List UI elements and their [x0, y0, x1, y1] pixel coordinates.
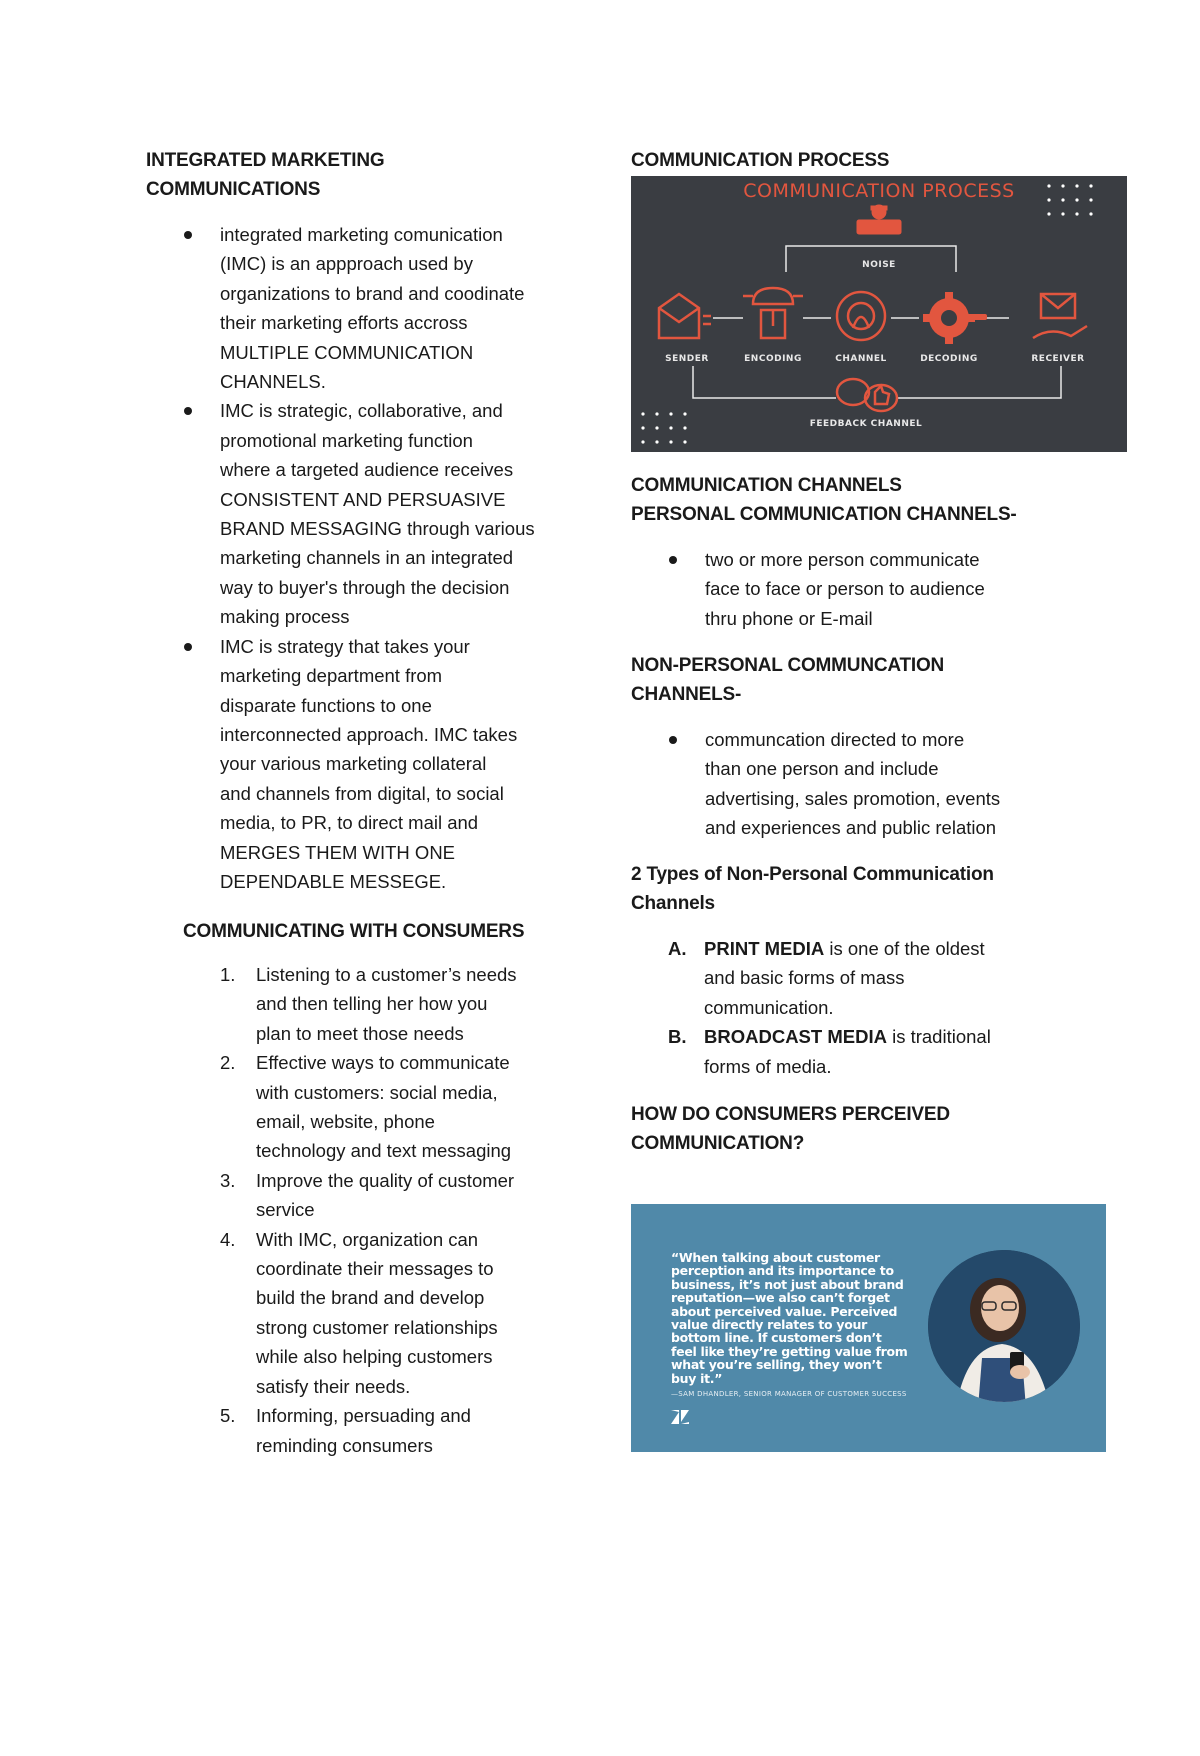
text-line: technology and text messaging — [256, 1140, 512, 1162]
bullet-icon — [669, 736, 677, 744]
text-line: Listening to a customer’s needs — [256, 964, 517, 985]
text-line: while also helping customers — [256, 1346, 493, 1368]
list-item — [146, 1048, 586, 1166]
text-line: face to face or person to audience — [705, 578, 985, 600]
text-line: than one person and include — [705, 758, 939, 780]
decoding-gear-icon — [923, 292, 987, 344]
imc-bullets — [146, 220, 586, 896]
receiver-label: RECEIVER — [1031, 354, 1085, 364]
text-line: Improve the quality of customer — [256, 1169, 515, 1191]
bullet-icon — [184, 407, 192, 415]
perceived-heading — [631, 1100, 950, 1158]
consumers-heading: COMMUNICATING WITH CONSUMERS — [183, 921, 525, 942]
text-line: marketing department from — [220, 665, 443, 687]
text-line: way to buyer's through the decision — [220, 576, 510, 598]
heading-line: COMMUNICATION CHANNELS — [631, 475, 902, 496]
list-number: 1. — [220, 964, 236, 985]
list-item — [146, 220, 586, 396]
text-line: and experiences and public relation — [705, 817, 997, 839]
text-line: with customers: social media, — [256, 1081, 498, 1103]
consumers-list — [146, 960, 586, 1460]
communication-process-diagram — [631, 176, 1127, 452]
text-line: your various marketing collateral — [220, 753, 487, 775]
text-line: communication. — [704, 996, 834, 1018]
receiver-icon — [1033, 294, 1087, 338]
text-line — [704, 934, 1131, 963]
channels-heading — [631, 471, 1017, 529]
list-letter: A. — [668, 938, 687, 959]
types-list — [631, 934, 1131, 1081]
heading-line: COMMUNICATIONS — [146, 179, 321, 200]
decoding-label: DECODING — [920, 354, 978, 364]
text-line: Effective ways to communicate — [256, 1052, 510, 1074]
list-number: 4. — [220, 1228, 236, 1250]
encoding-icon — [743, 288, 803, 338]
imc-heading — [146, 146, 384, 204]
text-line: IMC is strategic, collaborative, and — [220, 400, 503, 422]
sender-icon — [659, 294, 711, 338]
text-line: forms of media. — [704, 1055, 832, 1077]
list-item — [631, 725, 1131, 843]
bullet-icon — [184, 643, 192, 651]
term: BROADCAST MEDIA — [704, 1026, 887, 1048]
heading-line: PERSONAL COMMUNICATION CHANNELS- — [631, 504, 1017, 525]
text-line: interconnected approach. IMC takes — [220, 723, 518, 745]
text-line: (IMC) is an appproach used by — [220, 253, 473, 275]
list-letter: B. — [668, 1026, 687, 1048]
bullet-icon — [184, 231, 192, 239]
text-line: email, website, phone — [256, 1111, 435, 1133]
text-line: where a targeted audience receives — [220, 459, 514, 481]
text-line: and then telling her how you — [256, 993, 488, 1015]
text-line: MULTIPLE COMMUNICATION — [220, 341, 474, 363]
text-line: organizations to brand and coodinate — [220, 282, 525, 304]
personal-bullets — [631, 545, 1131, 633]
list-number: 5. — [220, 1405, 236, 1427]
bullet-icon — [669, 556, 677, 564]
text-line: DEPENDABLE MESSEGE. — [220, 870, 447, 892]
text-line: MERGES THEM WITH ONE — [220, 841, 456, 863]
text-line: integrated marketing comunication — [220, 224, 503, 245]
text-line: coordinate their messages to — [256, 1258, 494, 1280]
heading-line: INTEGRATED MARKETING — [146, 150, 385, 171]
text-line: and channels from digital, to social — [220, 782, 504, 804]
quote-text: “When talking about customer perception and its importance to business, it’s not just about brand reputation—we also can’t forget about perceived value. Perceived value directly relates to your bottom line. If customers don’t feel like they’re getting value from what you’re selling, they won’t buy it.” — [671, 1250, 908, 1386]
list-number: 2. — [220, 1052, 236, 1074]
channel-label: CHANNEL — [835, 354, 887, 364]
heading-line: COMMUNICATION? — [631, 1133, 805, 1154]
heading-line: Channels — [631, 893, 715, 914]
channel-icon — [837, 292, 885, 340]
list-item — [146, 1225, 586, 1401]
encoding-label: ENCODING — [744, 354, 802, 364]
noise-label: NOISE — [862, 260, 896, 270]
text-line: advertising, sales promotion, events — [705, 787, 1001, 809]
sender-label: SENDER — [665, 354, 709, 364]
text-line: strong customer relationships — [256, 1316, 498, 1338]
text-line: IMC is strategy that takes your — [220, 635, 470, 657]
feedback-label: FEEDBACK CHANNEL — [809, 419, 923, 429]
nonpersonal-heading — [631, 651, 944, 709]
list-item — [631, 934, 1131, 1022]
heading-line: CHANNELS- — [631, 684, 742, 705]
text-line: With IMC, organization can — [256, 1228, 479, 1250]
feedback-chat-icon — [837, 379, 897, 411]
list-item — [631, 1022, 1131, 1081]
text-line: their marketing efforts accross — [220, 312, 468, 334]
process-heading: COMMUNICATION PROCESS — [631, 150, 890, 171]
term-description: is one of the oldest — [824, 938, 985, 959]
heading-line: NON-PERSONAL COMMUNCATION — [631, 655, 945, 676]
list-item — [631, 545, 1131, 633]
text-line — [704, 1022, 1131, 1051]
term: PRINT MEDIA — [704, 938, 825, 959]
heading-line: HOW DO CONSUMERS PERCEIVED — [631, 1104, 950, 1125]
diagram-title: COMMUNICATION PROCESS — [743, 180, 1015, 202]
list-item — [146, 960, 586, 1048]
text-line: CONSISTENT AND PERSUASIVE — [220, 488, 506, 510]
text-line: media, to PR, to direct mail and — [220, 812, 479, 834]
text-line: marketing channels in an integrated — [220, 547, 514, 569]
quote-card — [631, 1204, 1106, 1452]
text-line: and basic forms of mass — [704, 967, 905, 989]
text-line: service — [256, 1199, 315, 1221]
noise-icon — [857, 205, 901, 234]
text-line: promotional marketing function — [220, 429, 473, 451]
list-item — [146, 632, 586, 897]
types-heading — [631, 860, 994, 918]
text-line: satisfy their needs. — [256, 1375, 411, 1397]
list-item — [146, 1401, 586, 1460]
term-description: is traditional — [886, 1026, 991, 1048]
text-line: two or more person communicate — [705, 549, 980, 570]
text-line: thru phone or E-mail — [705, 607, 873, 629]
list-number: 3. — [220, 1169, 236, 1191]
text-line: build the brand and develop — [256, 1287, 485, 1309]
process-diagram-graphics — [631, 176, 1127, 452]
list-item — [146, 396, 586, 631]
text-line: CHANNELS. — [220, 371, 326, 393]
text-line: reminding consumers — [256, 1434, 433, 1456]
text-line: communcation directed to more — [705, 729, 965, 750]
text-line: making process — [220, 606, 350, 628]
zendesk-logo-icon — [671, 1410, 689, 1424]
text-line: Informing, persuading and — [256, 1405, 471, 1427]
quote-attribution: —SAM DHANDLER, SENIOR MANAGER OF CUSTOMER SUCCESS — [671, 1390, 907, 1398]
list-item — [146, 1166, 586, 1225]
text-line: plan to meet those needs — [256, 1022, 464, 1044]
nonpersonal-bullets — [631, 725, 1131, 843]
text-line: BRAND MESSAGING through various — [220, 518, 535, 540]
customer-photo-icon — [926, 1248, 1082, 1404]
text-line: disparate functions to one — [220, 694, 432, 716]
heading-line: 2 Types of Non-Personal Communication — [631, 864, 994, 885]
